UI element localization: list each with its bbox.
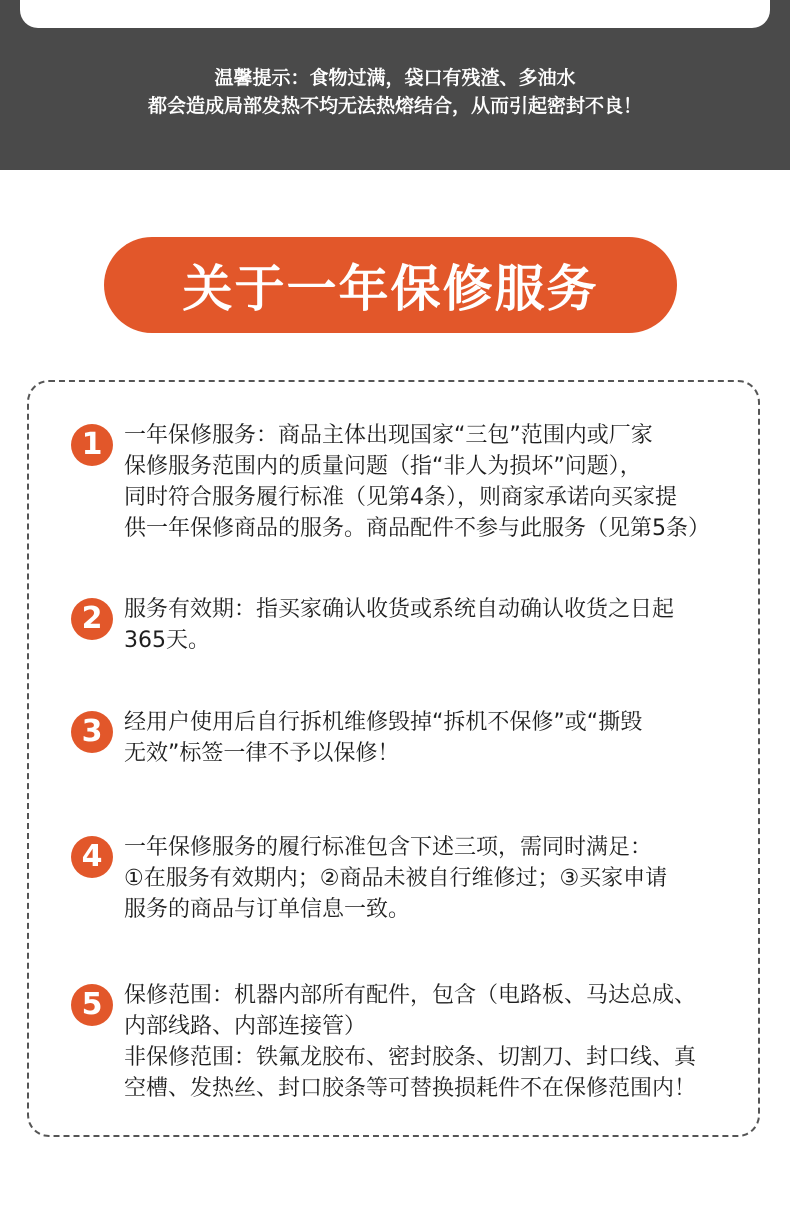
rule-text — [124, 594, 784, 656]
section-title: 关于一年保修服务 — [182, 260, 599, 318]
warning-banner — [0, 0, 790, 170]
rule-line: 服务有效期：指买家确认收货或系统自动确认收货之日起 — [124, 597, 675, 622]
rule-number-badge: 4 — [71, 836, 113, 878]
rule-line: 服务的商品与订单信息一致。 — [124, 897, 411, 922]
rule-line: 一年保修服务：商品主体出现国家“三包”范围内或厂家 — [124, 423, 653, 448]
rule-line: ①在服务有效期内；②商品未被自行维修过；③买家申请 — [124, 866, 668, 891]
rule-line: 保修服务范围内的质量问题（指“非人为损坏”问题）， — [124, 454, 642, 479]
warranty-rules-box — [27, 380, 760, 1137]
rule-line: 无效”标签一律不予以保修！ — [124, 741, 400, 766]
rule-line: 一年保修服务的履行标准包含下述三项，需同时满足： — [124, 835, 653, 860]
rule-line: 内部线路、内部连接管） — [124, 1014, 367, 1039]
rule-text — [124, 420, 784, 544]
rule-line: 保修范围：机器内部所有配件，包含（电路板、马达总成、 — [124, 983, 697, 1008]
rule-text — [124, 707, 784, 769]
section-title-pill — [104, 237, 677, 333]
rule-number-badge: 3 — [71, 711, 113, 753]
rule-line: 空槽、发热丝、封口胶条等可替换损耗件不在保修范围内！ — [124, 1076, 697, 1101]
rule-line: 365天。 — [124, 628, 210, 653]
rule-line: 非保修范围：铁氟龙胶布、密封胶条、切割刀、封口线、真 — [124, 1045, 697, 1070]
rule-line: 同时符合服务履行标准（见第4条），则商家承诺向买家提 — [124, 485, 677, 510]
rule-number-badge: 5 — [71, 984, 113, 1026]
warm-tip — [0, 64, 790, 120]
rule-line: 经用户使用后自行拆机维修毁掉“拆机不保修”或“撕毁 — [124, 710, 643, 735]
warm-tip-line-1: 温馨提示：食物过满，袋口有残渣、多油水 — [214, 67, 576, 89]
rule-number-badge: 1 — [71, 424, 113, 466]
warm-tip-line-2: 都会造成局部发热不均无法热熔结合，从而引起密封不良！ — [147, 95, 642, 117]
rule-number-badge: 2 — [71, 598, 113, 640]
top-card-edge — [20, 0, 770, 28]
rule-line: 供一年保修商品的服务。商品配件不参与此服务（见第5条） — [124, 516, 710, 541]
rule-text — [124, 832, 784, 925]
rule-text — [124, 980, 784, 1104]
